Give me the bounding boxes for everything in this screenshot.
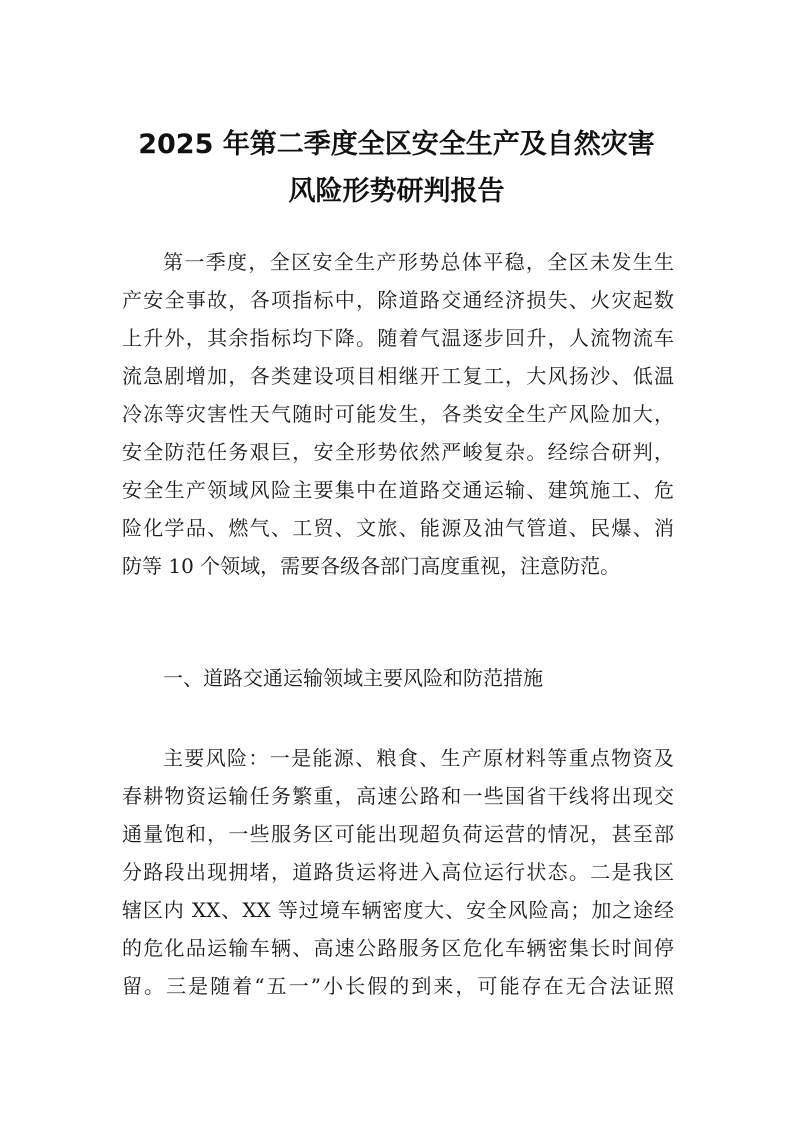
paragraph-line: 安全防范任务艰巨，安全形势依然严峻复杂。经综合研判， xyxy=(122,440,674,464)
paragraph-line: 的危化品运输车辆、高速公路服务区危化车辆密集长时间停 xyxy=(122,936,674,960)
paragraph-line: 通量饱和，一些服务区可能出现超负荷运营的情况，甚至部 xyxy=(122,822,674,846)
document-title-line-1: 2025 年第二季度全区安全生产及自然灾害 xyxy=(138,129,655,160)
paragraph-line: 流急剧增加，各类建设项目相继开工复工，大风扬沙、低温 xyxy=(122,364,674,388)
paragraph-line: 安全生产领域风险主要集中在道路交通运输、建筑施工、危 xyxy=(122,478,674,502)
paragraph-line: 第一季度，全区安全生产形势总体平稳，全区未发生生 xyxy=(163,250,674,274)
paragraph-line: 险化学品、燃气、工贸、文旅、能源及油气管道、民爆、消 xyxy=(122,516,674,540)
section-heading-road-transport: 一、道路交通运输领域主要风险和防范措施 xyxy=(163,666,543,690)
paragraph-line: 留。三是随着“五一”小长假的到来，可能存在无合法证照 xyxy=(122,974,674,998)
paragraph-line: 主要风险：一是能源、粮食、生产原材料等重点物资及 xyxy=(163,746,674,770)
paragraph-line: 辖区内 XX、XX 等过境车辆密度大、安全风险高；加之途经 xyxy=(122,898,674,922)
paragraph-line: 产安全事故，各项指标中，除道路交通经济损失、火灾起数 xyxy=(122,288,674,312)
paragraph-line: 分路段出现拥堵，道路货运将进入高位运行状态。二是我区 xyxy=(122,860,674,884)
document-title-line-2: 风险形势研判报告 xyxy=(288,176,505,207)
paragraph-line: 防等 10 个领域，需要各级各部门高度重视，注意防范。 xyxy=(122,554,621,578)
paragraph-line: 冷冻等灾害性天气随时可能发生，各类安全生产风险加大， xyxy=(122,402,674,426)
paragraph-line: 春耕物资运输任务繁重，高速公路和一些国省干线将出现交 xyxy=(122,784,674,808)
paragraph-line: 上升外，其余指标均下降。随着气温逐步回升，人流物流车 xyxy=(122,326,674,350)
